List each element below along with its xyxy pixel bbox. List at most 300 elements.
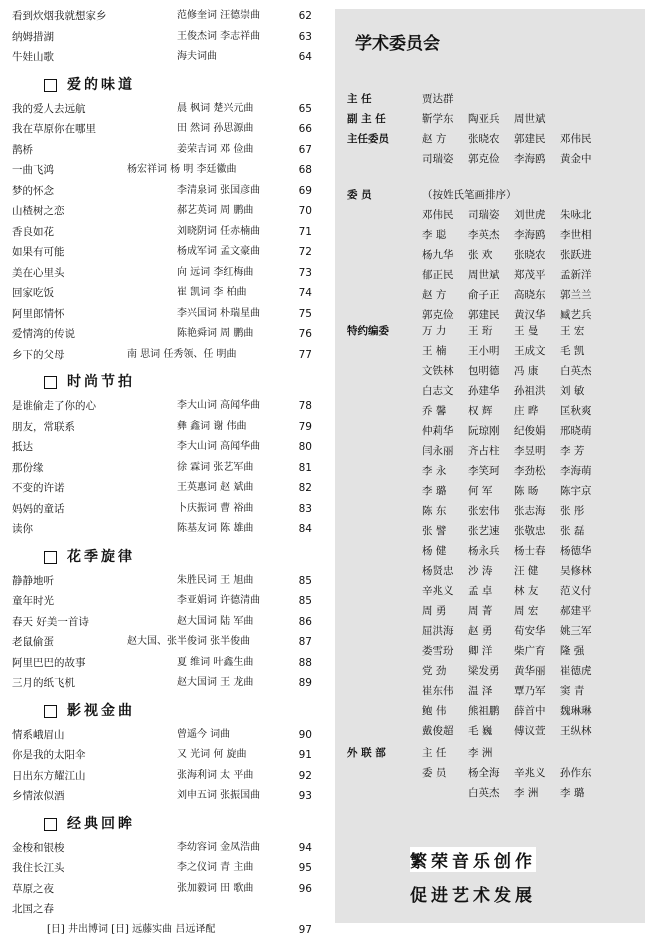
person-name: 王 宏 (560, 321, 606, 341)
song-credit: 王英惠词 赵 斌曲 (177, 478, 253, 499)
person-name: 李 璐 (560, 783, 606, 803)
name-group (422, 461, 606, 481)
song-credit: 张海利词 太 平曲 (177, 766, 253, 787)
page-number: 85 (292, 591, 312, 612)
toc-row (12, 745, 312, 766)
person-name: 陈 旸 (514, 481, 560, 501)
person-name: 柴广育 (514, 641, 560, 661)
toc-row (12, 304, 312, 325)
page-number: 94 (292, 838, 312, 859)
song-title: 三月的纸飞机 (12, 673, 75, 694)
page-number: 89 (292, 673, 312, 694)
person-name: 沙 涛 (468, 561, 514, 581)
person-name: 赵 方 (422, 129, 468, 149)
person-name: 姚三军 (560, 621, 606, 641)
song-credit: 陈艳舜词 周 鹏曲 (177, 324, 253, 345)
person-name: 张志海 (514, 501, 560, 521)
song-credit: 赵大国、张半俊词 张半俊曲 (127, 632, 250, 653)
song-credit: 张加毅词 田 歌曲 (177, 879, 253, 900)
person-name: 靳学东 (422, 109, 468, 129)
name-group (422, 721, 606, 741)
song-credit: 杨成军词 孟文豪曲 (177, 242, 260, 263)
toc-row (12, 324, 312, 345)
person-name: 杨全海 (468, 763, 514, 783)
person-name: 何 军 (468, 481, 514, 501)
song-title: 情系峨眉山 (12, 725, 65, 746)
person-name: 包明德 (468, 361, 514, 381)
page-number: 87 (292, 632, 312, 653)
page-number: 67 (292, 140, 312, 161)
person-name: 王纵林 (560, 721, 606, 741)
person-name: 荀安华 (514, 621, 560, 641)
person-name: 戴俊超 (422, 721, 468, 741)
name-group (422, 621, 606, 641)
person-name: 郭建民 (514, 129, 560, 149)
slogan-line-1: 繁荣音乐创作 (410, 847, 536, 872)
person-name: 李 璐 (422, 481, 468, 501)
person-name: 娄雪玢 (422, 641, 468, 661)
toc-row (12, 417, 312, 438)
toc-row (12, 519, 312, 540)
page-number: 65 (292, 99, 312, 120)
page-number: 92 (292, 766, 312, 787)
person-name: 陈宇京 (560, 481, 606, 501)
person-name: 冯 康 (514, 361, 560, 381)
name-group (422, 129, 606, 149)
section-title: 时尚节拍 (67, 371, 135, 391)
person-name: 汪 健 (514, 561, 560, 581)
person-name: 高晓东 (514, 285, 560, 305)
name-group (468, 783, 606, 803)
page-number: 76 (292, 324, 312, 345)
page-number: 68 (292, 160, 312, 181)
person-name: 阮琼刚 (468, 421, 514, 441)
person-name: 李海鸥 (514, 225, 560, 245)
song-title: 香良如花 (12, 222, 54, 243)
person-name: 杨永兵 (468, 541, 514, 561)
song-title: 阿里巴巴的故事 (12, 653, 86, 674)
song-title: 我在草原你在哪里 (12, 119, 96, 140)
song-credit: 陈基友词 陈 雄曲 (177, 519, 253, 540)
page-number: 96 (292, 879, 312, 900)
toc-row (12, 766, 312, 787)
person-name: 郭克俭 (422, 305, 468, 325)
person-name: 黄金中 (560, 149, 606, 169)
song-title: 那份缘 (12, 458, 44, 479)
person-name: 李海鸥 (514, 149, 560, 169)
person-name: 薛首中 (514, 701, 560, 721)
person-name: 崔德虎 (560, 661, 606, 681)
toc-row (12, 612, 312, 633)
page-number: 82 (292, 478, 312, 499)
person-name: 王小明 (468, 341, 514, 361)
song-credit: 王俊杰词 李志祥曲 (177, 27, 260, 48)
person-name: 齐占柱 (468, 441, 514, 461)
person-name: 陶亚兵 (468, 109, 514, 129)
toc-row (12, 673, 312, 694)
section-title: 花季旋律 (67, 546, 135, 566)
role-label: 主 任 (347, 89, 372, 109)
name-group (422, 149, 606, 169)
song-title: 山楂树之恋 (12, 201, 65, 222)
song-credit: 南 思词 任秀领、任 明曲 (127, 345, 237, 366)
name-group (422, 341, 606, 361)
toc-row (12, 242, 312, 263)
person-name: 辛兆义 (422, 581, 468, 601)
song-title: 春天 好美一首诗 (12, 612, 89, 633)
toc-row (12, 879, 312, 900)
person-name: 张艺速 (468, 521, 514, 541)
role-label: 特约编委 (347, 321, 389, 341)
section-title: 爱的味道 (67, 74, 135, 94)
page-number: 88 (292, 653, 312, 674)
person-name: 周世斌 (514, 109, 560, 129)
role-label: 委 员 (347, 185, 372, 205)
person-name: 辛兆义 (514, 763, 560, 783)
toc-row (12, 437, 312, 458)
song-title: 童年时光 (12, 591, 54, 612)
person-name: 李英杰 (468, 225, 514, 245)
song-credit: 向 远词 李红梅曲 (177, 263, 253, 284)
toc-row (12, 27, 312, 48)
song-title: 看到炊烟我就想家乡 (12, 6, 107, 27)
toc-row (12, 725, 312, 746)
song-title: 我的爱人去远航 (12, 99, 86, 120)
song-title: 朋友，常联系 (12, 417, 75, 438)
person-name: 张 譬 (422, 521, 468, 541)
song-title: 美在心里头 (12, 263, 65, 284)
person-name: 王 曼 (514, 321, 560, 341)
page-number: 90 (292, 725, 312, 746)
section-title: 经典回眸 (67, 813, 135, 833)
page-number: 84 (292, 519, 312, 540)
person-name: 杨贤忠 (422, 561, 468, 581)
page-number: 66 (292, 119, 312, 140)
person-name: 范义付 (560, 581, 606, 601)
checkbox-square-icon (44, 818, 57, 831)
person-name: 朱咏北 (560, 205, 606, 225)
person-name: 黄华丽 (514, 661, 560, 681)
song-title: 一曲飞鸿 (12, 160, 54, 181)
page-number: 83 (292, 499, 312, 520)
song-credit: 范修奎词 汪德崇曲 (177, 6, 260, 27)
toc-row (12, 786, 312, 807)
person-name: 万 力 (422, 321, 468, 341)
song-title: 草原之夜 (12, 879, 54, 900)
person-name: 仲莉华 (422, 421, 468, 441)
page-number: 74 (292, 283, 312, 304)
person-name: 郭克俭 (468, 149, 514, 169)
toc-row (12, 99, 312, 120)
song-credit: 李亚娟词 许德清曲 (177, 591, 260, 612)
song-credit: 李兴国词 朴瑞星曲 (177, 304, 260, 325)
name-group (422, 361, 606, 381)
checkbox-square-icon (44, 376, 57, 389)
person-name: 毛 巍 (468, 721, 514, 741)
toc-row (12, 201, 312, 222)
person-name: 邢晓萌 (560, 421, 606, 441)
toc-row (12, 571, 312, 592)
page-number: 69 (292, 181, 312, 202)
person-name: 邓伟民 (560, 129, 606, 149)
sort-note: （按姓氏笔画排序） (422, 185, 517, 205)
toc-row (12, 160, 312, 181)
person-name: 李笑珂 (468, 461, 514, 481)
page-number: 77 (292, 345, 312, 366)
song-credit: 田 然词 孙思源曲 (177, 119, 253, 140)
song-title: 你是我的太阳伞 (12, 745, 86, 766)
toc-row (12, 283, 312, 304)
checkbox-square-icon (44, 705, 57, 718)
song-credit: 李之仪词 青 主曲 (177, 858, 253, 879)
person-name: 孙作东 (560, 763, 606, 783)
section-title: 影视金曲 (67, 700, 135, 720)
page-number: 73 (292, 263, 312, 284)
person-name: 张 彤 (560, 501, 606, 521)
person-name: 郑茂平 (514, 265, 560, 285)
song-title: 阿里郎情怀 (12, 304, 65, 325)
page-number: 70 (292, 201, 312, 222)
name-group (422, 225, 606, 245)
song-title: 是谁偷走了你的心 (12, 396, 96, 417)
name-group (422, 381, 606, 401)
song-title: 乡情浓似酒 (12, 786, 65, 807)
person-name: 周世斌 (468, 265, 514, 285)
toc-row (12, 140, 312, 161)
toc-row (12, 591, 312, 612)
song-title: 我住长江头 (12, 858, 65, 879)
person-name: 李 洲 (468, 743, 514, 763)
person-name: 郝建平 (560, 601, 606, 621)
name-group (422, 561, 606, 581)
song-credit: 姜荣吉词 邓 俭曲 (177, 140, 253, 161)
toc-row (12, 899, 312, 920)
person-name: 林 友 (514, 581, 560, 601)
name-group (422, 521, 606, 541)
page-number: 71 (292, 222, 312, 243)
toc-row (12, 345, 312, 366)
person-name: 臧艺兵 (560, 305, 606, 325)
toc-row (12, 47, 312, 68)
page-number: 86 (292, 612, 312, 633)
slogan-line-2: 促进艺术发展 (410, 881, 536, 906)
person-name: 张 磊 (560, 521, 606, 541)
toc-row (12, 119, 312, 140)
person-name: 隆 强 (560, 641, 606, 661)
person-name: 白英杰 (468, 783, 514, 803)
toc-row (12, 181, 312, 202)
song-credit: [日] 井出博词 [日] 远藤实曲 吕远译配 (47, 920, 215, 940)
person-name: 张宏伟 (468, 501, 514, 521)
song-title: 爱情湾的传说 (12, 324, 75, 345)
song-title: 回家吃饭 (12, 283, 54, 304)
person-name: 孟 卓 (468, 581, 514, 601)
song-title: 读你 (12, 519, 33, 540)
person-name: 李 芳 (560, 441, 606, 461)
person-name: 张晓农 (468, 129, 514, 149)
person-name: 李海萌 (560, 461, 606, 481)
toc-row (12, 458, 312, 479)
name-group (422, 89, 468, 109)
song-credit: 晨 枫词 楚兴元曲 (177, 99, 253, 120)
toc-row (12, 222, 312, 243)
song-credit: 李大山词 高闻华曲 (177, 437, 260, 458)
page-number: 97 (292, 920, 312, 940)
section-heading (12, 368, 312, 396)
page-number: 79 (292, 417, 312, 438)
person-name: 张敬忠 (514, 521, 560, 541)
person-name: 王 珩 (468, 321, 514, 341)
person-name: 杨 健 (422, 541, 468, 561)
person-name: 张晓农 (514, 245, 560, 265)
toc-row (12, 499, 312, 520)
person-name: 杨九华 (422, 245, 468, 265)
person-name: 李世相 (560, 225, 606, 245)
song-credit: 夏 维词 叶鑫生曲 (177, 653, 253, 674)
person-name: 熊祖鹏 (468, 701, 514, 721)
name-group (468, 743, 514, 763)
song-title: 北国之春 (12, 899, 54, 920)
sub-role-label: 委 员 (422, 763, 446, 783)
person-name: 周 勇 (422, 601, 468, 621)
person-name: 俞子正 (468, 285, 514, 305)
name-group (422, 245, 606, 265)
committee-title: 学术委员会 (355, 29, 440, 54)
name-group (422, 321, 606, 341)
person-name: 文铁林 (422, 361, 468, 381)
person-name: 匡秋爽 (560, 401, 606, 421)
person-name: 窦 青 (560, 681, 606, 701)
person-name: 王成文 (514, 341, 560, 361)
section-heading (12, 697, 312, 725)
name-group (422, 661, 606, 681)
person-name: 梁发勇 (468, 661, 514, 681)
page-number: 75 (292, 304, 312, 325)
name-group (422, 701, 606, 721)
role-label: 外 联 部 (347, 743, 386, 763)
song-credit: 赵大国词 王 龙曲 (177, 673, 253, 694)
song-credit: 刘晓阴词 任赤楠曲 (177, 222, 260, 243)
person-name: 权 辉 (468, 401, 514, 421)
person-name: 贾达群 (422, 89, 468, 109)
person-name: 孙祖洪 (514, 381, 560, 401)
song-title: 鹊桥 (12, 140, 33, 161)
page-number: 78 (292, 396, 312, 417)
song-title: 牛娃山歌 (12, 47, 54, 68)
toc-row (12, 478, 312, 499)
song-credit: 李幼容词 金凤浩曲 (177, 838, 260, 859)
role-label: 副 主 任 (347, 109, 386, 129)
page-number: 93 (292, 786, 312, 807)
person-name: 乔 馨 (422, 401, 468, 421)
person-name: 温 泽 (468, 681, 514, 701)
song-credit: 彝 鑫词 谢 伟曲 (177, 417, 247, 438)
page-number: 64 (292, 47, 312, 68)
name-group (422, 421, 606, 441)
person-name: 纪俊娟 (514, 421, 560, 441)
name-group (422, 401, 606, 421)
page-number: 80 (292, 437, 312, 458)
person-name: 覃乃军 (514, 681, 560, 701)
song-credit: 李清泉词 张国彦曲 (177, 181, 260, 202)
song-credit: 又 光词 何 旋曲 (177, 745, 247, 766)
page-number: 62 (292, 6, 312, 27)
person-name: 司瑞姿 (468, 205, 514, 225)
person-name: 李 永 (422, 461, 468, 481)
song-title: 妈妈的童话 (12, 499, 65, 520)
person-name: 郁正民 (422, 265, 468, 285)
song-credit: 刘申五词 张振国曲 (177, 786, 260, 807)
person-name: 周 菁 (468, 601, 514, 621)
checkbox-square-icon (44, 79, 57, 92)
person-name: 李 洲 (514, 783, 560, 803)
song-credit: 郝艺英词 周 鹏曲 (177, 201, 253, 222)
person-name: 卿 洋 (468, 641, 514, 661)
song-credit: 海夫词曲 (177, 47, 217, 68)
person-name: 李 聪 (422, 225, 468, 245)
toc-row (12, 396, 312, 417)
person-name: 张 欢 (468, 245, 514, 265)
name-group (422, 285, 606, 305)
person-name: 郭建民 (468, 305, 514, 325)
person-name: 庄 晔 (514, 401, 560, 421)
name-group (422, 581, 606, 601)
person-name: 刘世虎 (514, 205, 560, 225)
toc-row (12, 858, 312, 879)
song-title: 金梭和银梭 (12, 838, 65, 859)
song-credit: 徐 霖词 张艺军曲 (177, 458, 253, 479)
person-name: 邓伟民 (422, 205, 468, 225)
song-title: 梦的怀念 (12, 181, 54, 202)
page-number: 63 (292, 27, 312, 48)
sub-role-label: 主 任 (422, 743, 446, 763)
name-group (422, 441, 606, 461)
section-heading (12, 543, 312, 571)
person-name: 刘 敏 (560, 381, 606, 401)
page-number: 81 (292, 458, 312, 479)
toc-row (12, 653, 312, 674)
name-group (422, 601, 606, 621)
person-name: 张跃进 (560, 245, 606, 265)
person-name: 孟新洋 (560, 265, 606, 285)
song-title: 纳姆措湖 (12, 27, 54, 48)
person-name: 毛 凯 (560, 341, 606, 361)
person-name: 陈 东 (422, 501, 468, 521)
song-title: 老鼠偷蛋 (12, 632, 54, 653)
person-name: 闫永丽 (422, 441, 468, 461)
toc-row (12, 920, 312, 940)
role-label: 主任委员 (347, 129, 389, 149)
name-group (422, 205, 606, 225)
person-name: 赵 勇 (468, 621, 514, 641)
person-name: 周 宏 (514, 601, 560, 621)
name-group (422, 681, 606, 701)
page-number: 85 (292, 571, 312, 592)
name-group (422, 641, 606, 661)
name-group (468, 763, 606, 783)
name-group (422, 541, 606, 561)
person-name: 李劲松 (514, 461, 560, 481)
song-title: 不变的许诺 (12, 478, 65, 499)
song-title: 静静地听 (12, 571, 54, 592)
person-name: 傅议萱 (514, 721, 560, 741)
person-name: 孙建华 (468, 381, 514, 401)
checkbox-square-icon (44, 551, 57, 564)
section-heading (12, 810, 312, 838)
toc-row (12, 632, 312, 653)
song-credit: 曾遥今 词曲 (177, 725, 230, 746)
toc-row (12, 838, 312, 859)
